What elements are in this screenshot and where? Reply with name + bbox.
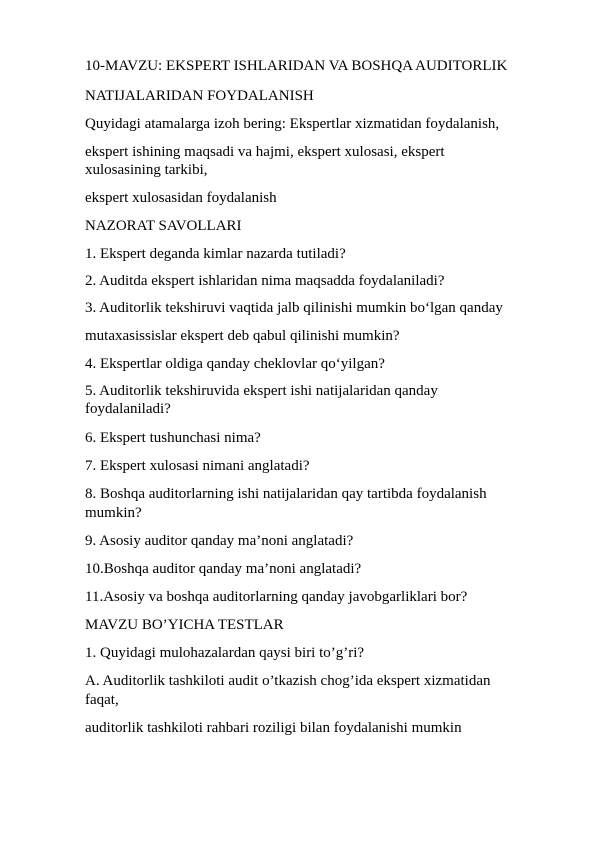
question-1: 1. Ekspert deganda kimlar nazarda tutiladi? [85,246,346,262]
question-10: 10.Boshqa auditor qanday ma’noni anglatadi? [85,561,362,577]
question-5-line-1: 5. Auditorlik tekshiruvida ekspert ishi natijalaridan qanday [85,383,438,399]
question-4: 4. Ekspertlar oldiga qanday cheklovlar qo‘yilgan? [85,356,385,372]
section-heading-control-questions: NAZORAT SAVOLLARI [85,218,242,234]
task-line-3: xulosasining tarkibi, [85,162,208,178]
test-1-option-a-line-3: auditorlik tashkiloti rahbari roziligi bilan foydalanishi mumkin [85,720,462,736]
section-heading-tests: MAVZU BO’YICHA TESTLAR [85,617,284,633]
question-6: 6. Ekspert tushunchasi nima? [85,430,261,446]
topic-title-line-2: NATIJALARIDAN FOYDALANISH [85,88,314,104]
test-1-option-a-line-2: faqat, [85,692,119,708]
question-2: 2. Auditda ekspert ishlaridan nima maqsadda foydalaniladi? [85,273,445,289]
task-line-2: ekspert ishining maqsadi va hajmi, ekspert xulosasi, ekspert [85,144,445,160]
test-1-question: 1. Quyidagi mulohazalardan qaysi biri to’g’ri? [85,645,365,661]
question-5-line-2: foydalaniladi? [85,401,171,417]
question-8-line-1: 8. Boshqa auditorlarning ishi natijalaridan qay tartibda foydalanish [85,486,487,502]
test-1-option-a-line-1: A. Auditorlik tashkiloti audit o’tkazish chog’ida ekspert xizmatidan [85,673,491,689]
question-8-line-2: mumkin? [85,505,142,521]
question-9: 9. Asosiy auditor qanday ma’noni anglatadi? [85,533,354,549]
topic-title-line-1: 10-MAVZU: EKSPERT ISHLARIDAN VA BOSHQA AUDITORLIK [85,58,508,74]
task-line-1: Quyidagi atamalarga izoh bering: Ekspertlar xizmatidan foydalanish, [85,116,500,132]
task-line-4: ekspert xulosasidan foydalanish [85,190,277,206]
question-7: 7. Ekspert xulosasi nimani anglatadi? [85,458,310,474]
question-3-line-1: 3. Auditorlik tekshiruvi vaqtida jalb qilinishi mumkin bo‘lgan qanday [85,300,503,316]
question-3-line-2: mutaxasissislar ekspert deb qabul qilinishi mumkin? [85,328,400,344]
question-11: 11.Asosiy va boshqa auditorlarning qanday javobgarliklari bor? [85,589,468,605]
